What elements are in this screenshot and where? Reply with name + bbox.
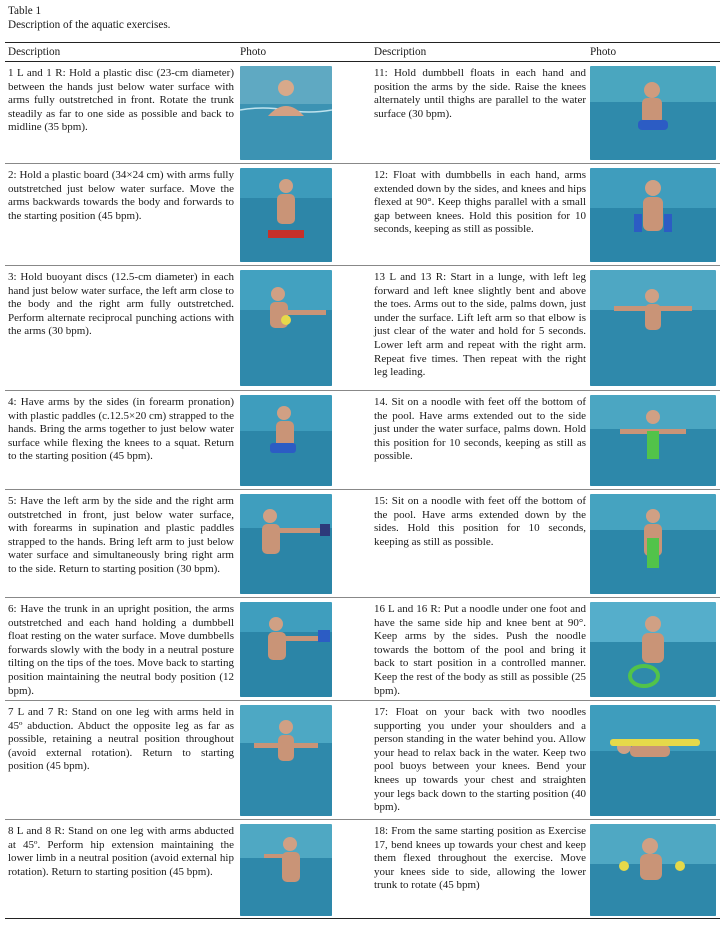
swimmer-icon [590,66,716,160]
exercise-photo [240,66,332,160]
exercise-photo [590,602,716,697]
exercise-description: 12: Float with dumbbells in each hand, arms extended down by the sides, and knees and hips flexed at 90°. Keep thighs parallel with a small gap between knees. Hold this position for 10 seconds, keeping as still as possible. [374,169,586,236]
row-divider [5,819,720,820]
swimmer-icon [590,602,716,697]
table-label: Table 1 [8,5,42,17]
table-title: Description of the aquatic exercises. [8,19,171,31]
exercise-description: 16 L and 16 R: Put a noodle under one foot and have the same side hip and knee bent at 90°. Keep arms by the sides. Push the noodle towards the bottom of the pool and bring it back to start position in a controlled manner. Keep the rest of the body as still as possible (25 bpm). [374,603,586,697]
exercise-photo [590,705,716,816]
exercise-description: 15: Sit on a noodle with feet off the bottom of the pool. Have arms extended down by the sides. Hold this position for 10 seconds, keeping as still as possible. [374,495,586,548]
swimmer-icon [590,168,716,262]
swimmer-icon [240,602,332,697]
exercise-description: 17: Float on your back with two noodles supporting you under your shoulders and a person standing in the water behind you. Allow your head to relax back in the water. Keep two pool buoys between your knees. Bend your knees up towards your chest and straighten your legs back down to the starting position (40 bpm). [374,706,586,814]
row-divider [5,390,720,391]
exercise-description: 14. Sit on a noodle with feet off the bottom of the pool. Have arms extended out to the side just under the water surface, palms down. Hold this position for 10 seconds, keeping as still as possible. [374,396,586,463]
exercise-photo [590,168,716,262]
exercise-photo [590,494,716,594]
row-divider [5,700,720,701]
exercise-photo [240,168,332,262]
top-rule [5,42,720,43]
exercise-description: 3: Hold buoyant discs (12.5-cm diameter) in each hand just below water surface, the left arm close to the body and the right arm fully outstretched. Perform alternate reciprocal punching actions with the arms (30 bpm). [8,271,234,338]
exercise-photo [590,824,716,916]
header-photo-left: Photo [240,46,267,58]
exercise-photo [590,395,716,486]
swimmer-icon [240,66,332,160]
row-divider [5,489,720,490]
exercise-description: 11: Hold dumbbell floats in each hand and position the arms by the side. Raise the knees alternately until thighs are parallel to the water surface (30 bpm). [374,67,586,120]
exercise-photo [240,705,332,816]
exercise-photo [590,270,716,386]
row-divider [5,265,720,266]
swimmer-icon [590,824,716,916]
exercise-photo [240,395,332,486]
bottom-rule [5,918,720,919]
row-divider [5,163,720,164]
swimmer-icon [240,395,332,486]
swimmer-icon [590,270,716,386]
exercise-description: 13 L and 13 R: Start in a lunge, with left leg forward and left knee slightly bent and above the toes. Arms out to the side, palms down, just under the surface. Lift left arm so that elbow is just clear of the water and hold for 5 seconds. Lower left arm and repeat with the right arm. Repeat five times. Then repeat with the right leg leading. [374,271,586,379]
exercise-description: 6: Have the trunk in an upright position, the arms outstretched and each hand holding a dumbbell float resting on the water surface. Move dumbbells forwards slowly with the body in a neutral posture tilting on the tips of the toes. Move back to starting position maintaining the neutral body position (12 bpm). [8,603,234,697]
header-photo-right: Photo [590,46,617,58]
swimmer-icon [590,705,716,816]
exercise-photo [240,824,332,916]
exercise-photo [240,602,332,697]
exercise-description: 8 L and 8 R: Stand on one leg with arms abducted at 45º. Perform hip extension maintaining the lower limb in a neutral position (avoid external hip rotation). Return to starting position (45 bpm). [8,825,234,878]
exercise-description: 2: Hold a plastic board (34×24 cm) with arms fully outstretched just below water surface. Move the arms backwards towards the body and forwards to the starting position (45 bpm). [8,169,234,222]
header-rule [5,61,720,62]
exercise-description: 18: From the same starting position as Exercise 17, bend knees up towards your chest and keep them flexed throughout the exercise. Move your knees side to side, allowing the lower trunk to rotate (45 bpm) [374,825,586,892]
header-description-left: Description [8,46,61,58]
exercise-photo [240,494,332,594]
exercise-description: 7 L and 7 R: Stand on one leg with arms held in 45º abduction. Abduct the opposite leg as far as possible, retaining a neutral position throughout (avoid external rotation). Return to starting position (45 bpm). [8,706,234,773]
exercise-description: 5: Have the left arm by the side and the right arm outstretched in front, just below water surface, with forearms in supination and plastic paddles strapped to the hands. Bring left arm to just below water surface and simultaneously bring right arm to the side. Return to starting position (30 bpm). [8,495,234,575]
swimmer-icon [240,824,332,916]
exercise-photo [240,270,332,386]
exercise-description: 4: Have arms by the sides (in forearm pronation) with plastic paddles (c.12.5×20 cm) strapped to the hands. Bring the arms together to just below water surface while flexing the knees to a squat. Return to the starting position (45 bpm). [8,396,234,463]
swimmer-icon [240,168,332,262]
swimmer-icon [590,395,716,486]
swimmer-icon [590,494,716,594]
swimmer-icon [240,705,332,816]
swimmer-icon [240,270,332,386]
exercise-photo [590,66,716,160]
exercise-description: 1 L and 1 R: Hold a plastic disc (23-cm diameter) between the hands just below water surface with arms fully outstretched in front. Rotate the trunk steadily as far to one side as possible and back to midline (35 bpm). [8,67,234,134]
row-divider [5,597,720,598]
swimmer-icon [240,494,332,594]
header-description-right: Description [374,46,427,58]
table-caption [8,4,170,32]
